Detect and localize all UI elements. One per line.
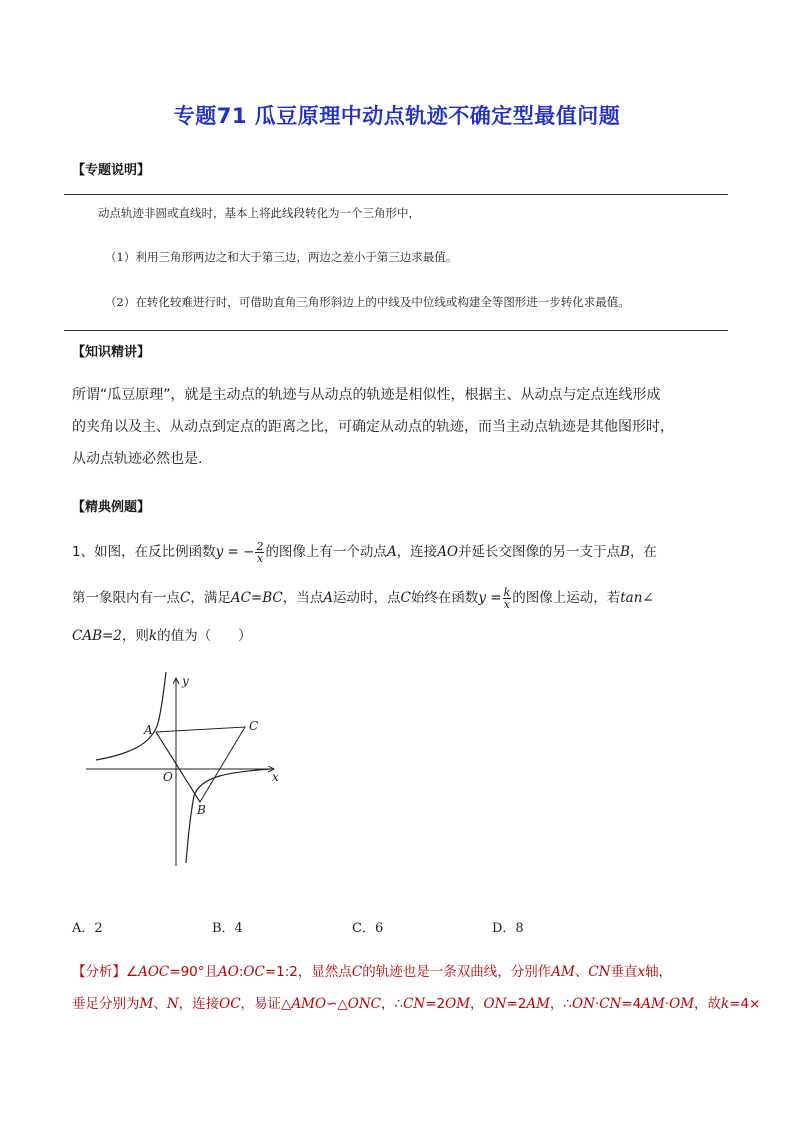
explain-line-1: 动点轨迹非圆或直线时，基本上将此线段转化为一个三角形中， (98, 206, 420, 220)
label-a: A (144, 723, 153, 737)
q2-equation: y = (478, 590, 502, 606)
question-line-3: CAB=2，则k的值为（ ） (72, 628, 252, 644)
triangle-abc (156, 727, 245, 802)
knowledge-line-2: 的夹角以及主、从动点到定点的距离之比，可确定从动点的轨迹，而当主动点轨迹是其他图形时， (72, 419, 674, 435)
analysis-line-2: 垂足分别为M、N，连接OC，易证△AMO∽△ONC，∴CN=2OM，ON=2AM，∴ON·CN=4AM·OM，故k=4× (72, 996, 761, 1012)
label-b: B (197, 803, 206, 817)
curve-branch-left (96, 672, 166, 760)
segment-ab (156, 732, 200, 802)
question-line-1: 1、如图，在反比例函数y = − $\frac{2}{x}$ 的图像上有一个动点A，连接AO并延长交图像的另一支于点B，在 (72, 539, 657, 565)
q2-fraction: $\frac{k}{x}$ (503, 585, 511, 611)
q1-equation: y = − (215, 544, 255, 560)
option-c[interactable]: C．6 (352, 921, 384, 936)
label-c: C (249, 719, 259, 733)
explain-line-2: （1）利用三角形两边之和大于第三边，两边之差小于第三边求最值。 (105, 250, 458, 264)
divider-bottom (64, 330, 728, 331)
section-examples-heading: 【精典例题】 (72, 500, 151, 515)
option-d[interactable]: D．8 (492, 921, 524, 936)
hyperbola-figure (80, 668, 290, 873)
page-title: 专题71 瓜豆原理中动点轨迹不确定型最值问题 (173, 104, 621, 128)
question-line-2: 第一象限内有一点C，满足AC=BC，当点A运动时，点C始终在函数y = $\frac{k}{x}$ 的图像上运动，若tan∠ (72, 585, 654, 611)
knowledge-line-3: 从动点轨迹必然也是. (72, 451, 203, 467)
q1-fraction: $\frac{2}{x}$ (256, 539, 264, 565)
option-b[interactable]: B．4 (212, 921, 243, 936)
knowledge-line-1: 所谓“瓜豆原理”，就是主动点的轨迹与从动点的轨迹是相似性，根据主、从动点与定点连线形成 (72, 387, 661, 403)
section-knowledge-heading: 【知识精讲】 (72, 345, 151, 360)
option-a[interactable]: A．2 (72, 921, 103, 936)
section-explain-heading: 【专题说明】 (72, 163, 151, 178)
q1-text: 1、如图，在反比例函数 (72, 544, 216, 560)
label-y: y (182, 674, 189, 688)
divider-top (64, 194, 728, 195)
explain-line-3: （2）在转化较难进行时，可借助直角三角形斜边上的中线及中位线或构建全等图形进一步转化求最值。 (105, 295, 630, 309)
label-o: O (163, 770, 173, 784)
label-x: x (272, 770, 279, 784)
analysis-line-1: 【分析】∠AOC=90°且AO:OC=1:2，显然点C的轨迹也是一条双曲线，分别作AM、CN垂直x轴， (72, 964, 673, 980)
